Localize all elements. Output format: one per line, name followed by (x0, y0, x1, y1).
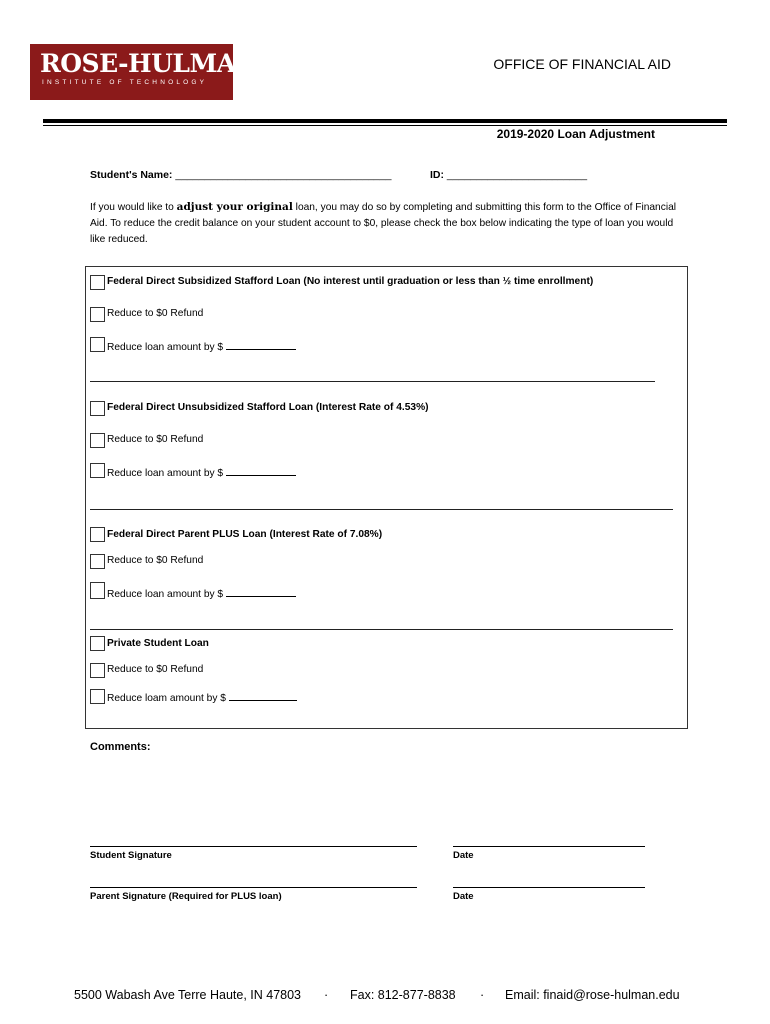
parent-date-label: Date (453, 891, 474, 902)
id-field[interactable] (430, 169, 587, 181)
subsidized-loan-checkbox[interactable] (90, 275, 105, 290)
footer-address: 5500 Wabash Ave Terre Haute, IN 47803 (74, 988, 302, 1002)
parent-date-line[interactable] (453, 887, 645, 888)
plus-reduce-label: Reduce loan amount by $ (107, 586, 296, 600)
unsubsidized-amount-line[interactable] (226, 465, 296, 476)
subsidized-refund-checkbox[interactable] (90, 307, 105, 322)
subsidized-amount-line[interactable] (226, 339, 296, 350)
student-date-label: Date (453, 850, 474, 861)
unsubsidized-refund-label: Reduce to $0 Refund (107, 434, 204, 445)
id-label: ID: (430, 169, 444, 181)
student-signature-line[interactable] (90, 846, 417, 847)
section-divider (90, 381, 655, 382)
unsubsidized-refund-checkbox[interactable] (90, 433, 105, 448)
section-divider (90, 629, 673, 630)
form-title: 2019-2020 Loan Adjustment (496, 127, 655, 141)
private-loan-label: Private Student Loan (107, 638, 209, 649)
subsidized-refund-label: Reduce to $0 Refund (107, 308, 204, 319)
student-signature-label: Student Signature (90, 850, 172, 861)
office-name: OFFICE OF FINANCIAL AID (493, 56, 671, 72)
footer-separator: · (480, 988, 485, 1002)
plus-loan-label: Federal Direct Parent PLUS Loan (Interest Rate of 7.08%) (107, 529, 383, 540)
instructions-paragraph: If you would like to adjust your original loan, you may do so by completing and submitting this form to the Office of Financial Aid. To reduce the credit balance on your student account to $0, please check the box below indicating the type of loan you would like reduced. (90, 201, 677, 245)
private-loan-checkbox[interactable] (90, 636, 105, 651)
private-refund-checkbox[interactable] (90, 663, 105, 678)
loan-options-box (85, 266, 688, 729)
header-rule-thick (43, 119, 727, 123)
id-line[interactable]: ________________________ (446, 169, 588, 181)
intro-emphasis: adjust your original (176, 201, 293, 213)
rose-hulman-logo (30, 44, 258, 100)
private-reduce-label: Reduce loam amount by $ (107, 690, 297, 704)
student-name-field[interactable] (90, 169, 391, 181)
header-rule-thin (43, 125, 727, 126)
student-date-line[interactable] (453, 846, 645, 847)
plus-refund-label: Reduce to $0 Refund (107, 555, 204, 566)
private-refund-label: Reduce to $0 Refund (107, 664, 204, 675)
unsubsidized-reduce-label: Reduce loan amount by $ (107, 465, 296, 479)
plus-amount-line[interactable] (226, 586, 296, 597)
footer-email[interactable]: Email: finaid@rose-hulman.edu (505, 988, 680, 1002)
unsubsidized-reduce-checkbox[interactable] (90, 463, 105, 478)
logo-wordmark: ROSE-HULMAN (40, 49, 258, 78)
student-name-line[interactable]: _____________________________________ (175, 169, 392, 181)
footer-separator: · (324, 988, 329, 1002)
private-amount-line[interactable] (229, 690, 297, 701)
private-reduce-checkbox[interactable] (90, 689, 105, 704)
comments-area[interactable] (90, 760, 686, 840)
student-name-label: Student's Name: (90, 169, 173, 181)
unsubsidized-loan-checkbox[interactable] (90, 401, 105, 416)
parent-signature-label: Parent Signature (Required for PLUS loan) (90, 891, 282, 902)
footer-fax: Fax: 812-877-8838 (350, 988, 456, 1002)
subsidized-reduce-label: Reduce loan amount by $ (107, 339, 296, 353)
subsidized-loan-label: Federal Direct Subsidized Stafford Loan (No interest until graduation or less than ½ time enrollment) (107, 276, 594, 287)
plus-refund-checkbox[interactable] (90, 554, 105, 569)
unsubsidized-loan-label: Federal Direct Unsubsidized Stafford Loan (Interest Rate of 4.53%) (107, 402, 429, 413)
subsidized-reduce-checkbox[interactable] (90, 337, 105, 352)
plus-loan-checkbox[interactable] (90, 527, 105, 542)
parent-signature-line[interactable] (90, 887, 417, 888)
section-divider (90, 509, 673, 510)
comments-label: Comments: (90, 741, 151, 753)
logo-subtitle: INSTITUTE OF TECHNOLOGY (42, 79, 208, 86)
plus-reduce-checkbox[interactable] (90, 582, 105, 599)
